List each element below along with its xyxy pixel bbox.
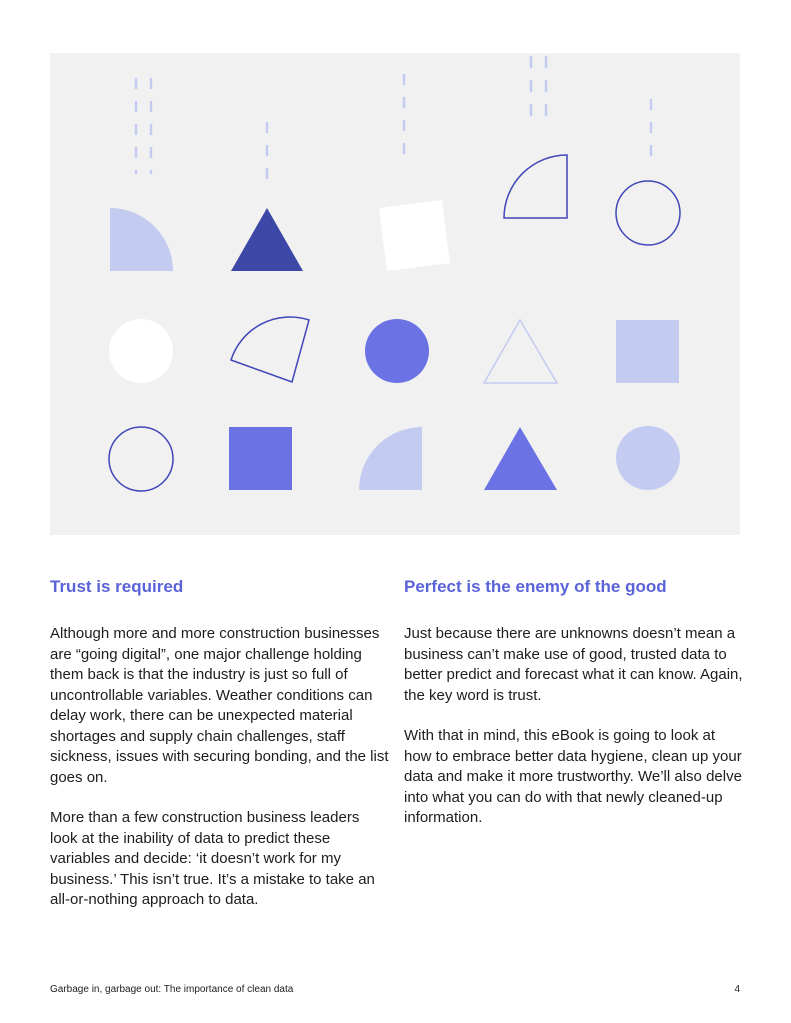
body-paragraph: Just because there are unknowns doesn’t mean a business can’t make use of good, trusted data to better predict and forecast what it can know. Again, the key word is trust. xyxy=(404,625,743,704)
body-paragraph: With that in mind, this eBook is going to look at how to embrace better data hygiene, clean up your data and make it more trustworthy. We’ll also delve into what you can do with that newly cleaned-up information. xyxy=(404,727,742,826)
section-heading: Perfect is the enemy of the good xyxy=(404,577,667,596)
quarter-circle-outline-shape xyxy=(504,155,567,218)
circle-outline-shape xyxy=(616,181,680,245)
section-perfect-is-enemy-of-good xyxy=(404,576,744,849)
circle-shape xyxy=(365,319,429,383)
document-title: Garbage in, garbage out: The importance of clean data xyxy=(50,984,294,995)
section-trust-is-required xyxy=(50,576,390,931)
square-shape xyxy=(379,200,450,271)
circle-shape xyxy=(616,426,680,490)
square-shape xyxy=(616,320,679,383)
body-paragraph: More than a few construction business leaders look at the inability of data to predict these variables and decide: ‘it doesn’t work for my business.’ This isn’t true. It’s a mistake to take an all-or-nothing approach to data. xyxy=(50,809,375,908)
square-shape xyxy=(229,427,292,490)
hero-illustration xyxy=(50,53,740,535)
triangle-shape xyxy=(231,208,303,271)
quarter-circle-shape xyxy=(359,427,422,490)
circle-outline-shape xyxy=(109,427,173,491)
page-number: 4 xyxy=(734,984,740,995)
triangle-outline-shape xyxy=(484,320,557,383)
triangle-shape xyxy=(484,427,557,490)
body-paragraph: Although more and more construction businesses are “going digital”, one major challenge holding them back is that the industry is just so full of uncontrollable variables. Weather conditions can delay work, there can be unexpected material shortages and supply chain challenges, staff sickness, issues with securing bonding, and the list goes on. xyxy=(50,625,389,786)
quarter-circle-shape xyxy=(110,208,173,271)
section-heading: Trust is required xyxy=(50,577,184,596)
geometric-shapes-graphic xyxy=(50,53,740,535)
circle-shape xyxy=(109,319,173,383)
quarter-circle-outline-shape xyxy=(231,317,309,382)
falling-dash-lines xyxy=(136,57,651,185)
